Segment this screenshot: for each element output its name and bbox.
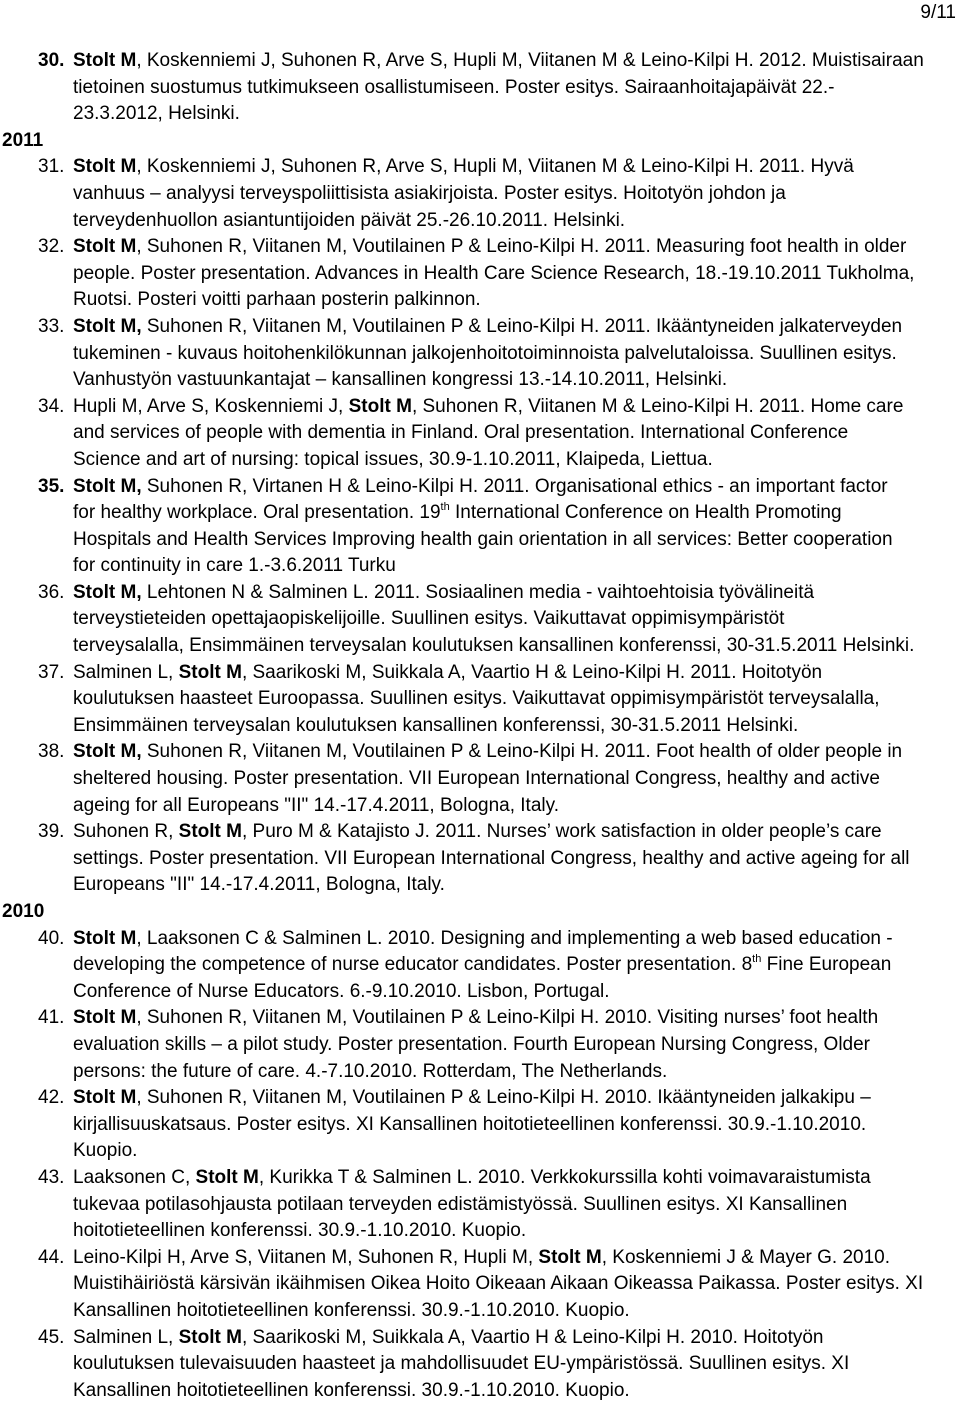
entry-number: 36.: [38, 581, 65, 603]
citation-text: Ensimmäinen terveysalan koulutuksen kansallinen konferenssi, 30-31.5.2011 Helsinki.: [73, 714, 799, 736]
citation-text: koulutuksen haasteet Euroopassa. Suullinen esitys. Vaikuttavat oppimisympäristöt terveysalalla,: [73, 688, 880, 710]
year-heading: 2010: [2, 901, 45, 922]
entry-line: [0, 1218, 960, 1245]
entry-line: [0, 474, 960, 501]
entry-line: [0, 1165, 960, 1192]
citation-text: Science and art of nursing: topical issues, 30.9-1.10.2011, Klaipeda, Liettua.: [73, 448, 713, 470]
publication-entry: [0, 739, 960, 819]
publication-entry: [0, 48, 960, 128]
citation-text: tukevaa potilasohjausta potilaan terveyden edistämistyössä. Suullinen esitys. XI Kansallinen: [73, 1193, 848, 1215]
citation-text: koulutuksen tulevaisuuden haasteet ja mahdollisuudet EU-ympäristössä. Suullinen esitys. XI: [73, 1353, 850, 1375]
entry-line: [0, 1325, 960, 1352]
publication-entry: [0, 1085, 960, 1165]
entry-line: [0, 367, 960, 394]
entry-line: [0, 1192, 960, 1219]
citation-text: Kuopio.: [73, 1140, 138, 1162]
highlighted-author: Stolt M,: [73, 315, 142, 337]
highlighted-author: Stolt M: [73, 927, 137, 949]
citation-text: sheltered housing. Poster presentation. VII European International Congress, healthy and active: [73, 768, 880, 790]
entry-line: [0, 1005, 960, 1032]
entry-line: [0, 447, 960, 474]
citation-text: , Suhonen R, Viitanen M & Leino-Kilpi H. 2011. Home care: [411, 395, 904, 417]
citation-text: Europeans "II" 14.-17.4.2011, Bologna, Italy.: [73, 874, 445, 896]
citation-text: Lehtonen N & Salminen L. 2011. Sosiaalinen media - vaihtoehtoisia työvälineitä: [141, 581, 815, 603]
publication-entry: [0, 314, 960, 394]
entry-line: [0, 181, 960, 208]
entry-number: 43.: [38, 1166, 65, 1188]
entry-number: 39.: [38, 821, 65, 843]
entry-line: [0, 48, 960, 75]
entry-line: [0, 793, 960, 820]
citation-text: , Kurikka T & Salminen L. 2010. Verkkokurssilla kohti voimavaraistumista: [258, 1166, 871, 1188]
citation-text: Hupli M, Arve S, Koskenniemi J,: [73, 395, 349, 417]
publication-entry: [0, 1245, 960, 1325]
entry-number: 30.: [38, 50, 65, 71]
entry-line: [0, 527, 960, 554]
citation-text: 23.3.2012, Helsinki.: [73, 103, 240, 125]
citation-text: evaluation skills – a pilot study. Poster presentation. Fourth European Nursing Congress, Older: [73, 1033, 871, 1055]
entry-line: [0, 580, 960, 607]
entry-line: [0, 341, 960, 368]
publication-entry: [0, 926, 960, 1006]
entry-line: [0, 606, 960, 633]
citation-text: , Koskenniemi J & Mayer G. 2010.: [601, 1246, 891, 1268]
entry-line: [0, 952, 960, 979]
year-heading: 2011: [2, 129, 44, 151]
entry-line: [0, 1298, 960, 1325]
citation-text: , Saarikoski M, Suikkala A, Vaartio H & Leino-Kilpi H. 2011. Hoitotyön: [241, 661, 823, 683]
citation-text: Laaksonen C,: [73, 1166, 196, 1188]
publication-list: [0, 48, 960, 1404]
entry-line: [0, 1271, 960, 1298]
entry-line: [0, 1351, 960, 1378]
citation-text: Suhonen R, Virtanen H & Leino-Kilpi H. 2011. Organisational ethics - an important factor: [141, 475, 888, 497]
entry-line: [0, 234, 960, 261]
highlighted-author: Stolt M: [73, 1087, 137, 1109]
entry-line: [0, 766, 960, 793]
citation-text: terveysalalla, Ensimmäinen terveysalan koulutuksen kansallinen konferenssi, 30-31.5.2011 Helsinki.: [73, 635, 915, 657]
entry-line: [0, 1085, 960, 1112]
citation-text: Leino-Kilpi H, Arve S, Viitanen M, Suhonen R, Hupli M,: [73, 1246, 539, 1268]
entry-line: [0, 633, 960, 660]
ordinal-superscript: th: [752, 953, 762, 966]
entry-number: 37.: [38, 661, 65, 683]
entry-line: [0, 287, 960, 314]
highlighted-author: Stolt M: [195, 1166, 259, 1188]
ordinal-superscript: th: [440, 501, 450, 514]
highlighted-author: Stolt M,: [73, 475, 142, 497]
citation-text: settings. Poster presentation. VII European International Congress, healthy and active ageing for all: [73, 847, 910, 869]
publication-entry: [0, 819, 960, 899]
entry-number: 40.: [38, 927, 65, 949]
entry-line: [0, 1112, 960, 1139]
entry-line: [0, 872, 960, 899]
citation-text: for healthy workplace. Oral presentation. 19: [73, 502, 441, 524]
citation-text: Kansallinen hoitotieteellinen konferenssi. 30.9.-1.10.2010. Kuopio.: [73, 1379, 630, 1401]
highlighted-author: Stolt M,: [73, 581, 142, 603]
highlighted-author: Stolt M: [73, 156, 137, 178]
citation-text: and services of people with dementia in Finland. Oral presentation. International Conference: [73, 422, 849, 444]
entry-line: [0, 739, 960, 766]
citation-text: hoitotieteellinen konferenssi. 30.9.-1.10.2010. Kuopio.: [73, 1220, 527, 1242]
entry-line: [0, 660, 960, 687]
entry-line: [0, 979, 960, 1006]
citation-text: Suhonen R,: [73, 821, 179, 843]
entry-line: [0, 208, 960, 235]
publication-entry: [0, 474, 960, 580]
entry-line: [0, 420, 960, 447]
citation-text: Fine European: [761, 954, 892, 976]
highlighted-author: Stolt M: [538, 1246, 602, 1268]
citation-text: , Saarikoski M, Suikkala A, Vaartio H & Leino-Kilpi H. 2010. Hoitotyön: [241, 1326, 824, 1348]
highlighted-author: Stolt M: [178, 821, 242, 843]
citation-text: , Suhonen R, Viitanen M, Voutilainen P & Leino-Kilpi H. 2011. Measuring foot health in older: [136, 236, 907, 258]
entry-number: 32.: [38, 236, 65, 258]
entry-line: [0, 261, 960, 288]
entry-number: 45.: [38, 1326, 65, 1348]
entry-number: 38.: [38, 741, 65, 763]
highlighted-author: Stolt M: [348, 395, 412, 417]
publication-entry: [0, 1005, 960, 1085]
entry-number: 42.: [38, 1087, 65, 1109]
entry-line: [0, 1378, 960, 1405]
citation-text: people. Poster presentation. Advances in Health Care Science Research, 18.-19.10.2011 Tukholma,: [73, 262, 915, 284]
citation-text: , Laaksonen C & Salminen L. 2010. Designing and implementing a web based education -: [136, 927, 893, 949]
highlighted-author: Stolt M: [73, 1007, 137, 1029]
entry-line: [0, 314, 960, 341]
citation-text: tietoinen suostumus tutkimukseen osallistumiseen. Poster esitys. Sairaanhoitajapäivät 22.-: [73, 76, 835, 98]
entry-number: 31.: [38, 156, 65, 178]
citation-text: ageing for all Europeans "II" 14.-17.4.2011, Bologna, Italy.: [73, 794, 559, 816]
citation-text: terveystieteiden opettajaopiskelijoille. Suullinen esitys. Vaikuttavat oppimisympäristöt: [73, 608, 785, 630]
entry-line: [0, 500, 960, 527]
entry-line: [0, 101, 960, 128]
citation-text: International Conference on Health Promoting: [449, 502, 842, 524]
entry-line: [0, 713, 960, 740]
citation-text: , Puro M & Katajisto J. 2011. Nurses’ work satisfaction in older people’s care: [241, 821, 882, 843]
entry-line: [0, 1032, 960, 1059]
citation-text: terveydenhuollon asiantuntijoiden päivät 25.-26.10.2011. Helsinki.: [73, 209, 626, 231]
entry-line: [0, 686, 960, 713]
citation-text: tukeminen - kuvaus hoitohenkilökunnan jalkojenhoitotoiminnoista palvelutaloissa. Suullinen esitys.: [73, 342, 897, 364]
highlighted-author: Stolt M,: [73, 741, 142, 763]
citation-text: Conference of Nurse Educators. 6.-9.10.2010. Lisbon, Portugal.: [73, 980, 610, 1002]
entry-number: 34.: [38, 395, 65, 417]
citation-text: vanhuus – analyysi terveyspoliittisista asiakirjoista. Poster esitys. Hoitotyön johdon ja: [73, 182, 786, 204]
entry-line: [0, 1138, 960, 1165]
entry-line: [0, 846, 960, 873]
entry-line: [0, 75, 960, 102]
publication-entry: [0, 394, 960, 474]
entry-line: [0, 1059, 960, 1086]
highlighted-author: Stolt M: [178, 661, 242, 683]
entry-number: 33.: [38, 315, 65, 337]
entry-line: [0, 1245, 960, 1272]
citation-text: for continuity in care 1.-3.6.2011 Turku: [73, 555, 396, 577]
publication-entry: [0, 1325, 960, 1405]
highlighted-author: Stolt M: [178, 1326, 242, 1348]
entry-line: [0, 154, 960, 181]
highlighted-author: Stolt M: [73, 50, 137, 71]
citation-text: developing the competence of nurse educator candidates. Poster presentation. 8: [73, 954, 753, 976]
citation-text: Salminen L,: [73, 661, 179, 683]
entry-line: [0, 926, 960, 953]
citation-text: Ruotsi. Posteri voitti parhaan posterin palkinnon.: [73, 289, 481, 311]
publication-entry: [0, 580, 960, 660]
publication-entry: [0, 1165, 960, 1245]
citation-text: Salminen L,: [73, 1326, 179, 1348]
entry-line: [0, 553, 960, 580]
citation-text: , Koskenniemi J, Suhonen R, Arve S, Hupli M, Viitanen M & Leino-Kilpi H. 2011. Hyvä: [136, 156, 854, 178]
publication-entry: [0, 154, 960, 234]
citation-text: , Koskenniemi J, Suhonen R, Arve S, Hupli M, Viitanen M & Leino-Kilpi H. 2012. Muistisairaan: [136, 50, 924, 71]
entry-number: 41.: [38, 1007, 65, 1029]
highlighted-author: Stolt M: [73, 236, 137, 258]
citation-text: Hospitals and Health Services Improving health gain orientation in all services: Better cooperation: [73, 528, 893, 550]
citation-text: Suhonen R, Viitanen M, Voutilainen P & Leino-Kilpi H. 2011. Foot health of older people in: [141, 741, 903, 763]
publication-entry: [0, 234, 960, 314]
entry-line: [0, 819, 960, 846]
citation-text: Suhonen R, Viitanen M, Voutilainen P & Leino-Kilpi H. 2011. Ikääntyneiden jalkaterveyden: [141, 315, 903, 337]
citation-text: persons: the future of care. 4.-7.10.2010. Rotterdam, The Netherlands.: [73, 1060, 668, 1082]
entry-line: [0, 394, 960, 421]
citation-text: , Suhonen R, Viitanen M, Voutilainen P & Leino-Kilpi H. 2010. Ikääntyneiden jalkakipu –: [136, 1087, 871, 1109]
citation-text: Muistihäiriöstä kärsivän ikäihmisen Oikea Hoito Oikeaan Aikaan Oikeassa Paikassa. Poster esitys. XI: [73, 1273, 924, 1295]
citation-text: kirjallisuuskatsaus. Poster esitys. XI Kansallinen hoitotieteellinen konferenssi. 30.9.-1.10.2010.: [73, 1113, 867, 1135]
citation-text: Kansallinen hoitotieteellinen konferenssi. 30.9.-1.10.2010. Kuopio.: [73, 1299, 630, 1321]
citation-text: , Suhonen R, Viitanen M, Voutilainen P & Leino-Kilpi H. 2010. Visiting nurses’ foot health: [136, 1007, 879, 1029]
entry-number: 35.: [38, 475, 65, 497]
citation-text: Vanhustyön vastuunkantajat – kansallinen kongressi 13.-14.10.2011, Helsinki.: [73, 369, 728, 391]
entry-number: 44.: [38, 1246, 65, 1268]
page-number: 9/11: [920, 2, 956, 23]
publication-entry: [0, 660, 960, 740]
